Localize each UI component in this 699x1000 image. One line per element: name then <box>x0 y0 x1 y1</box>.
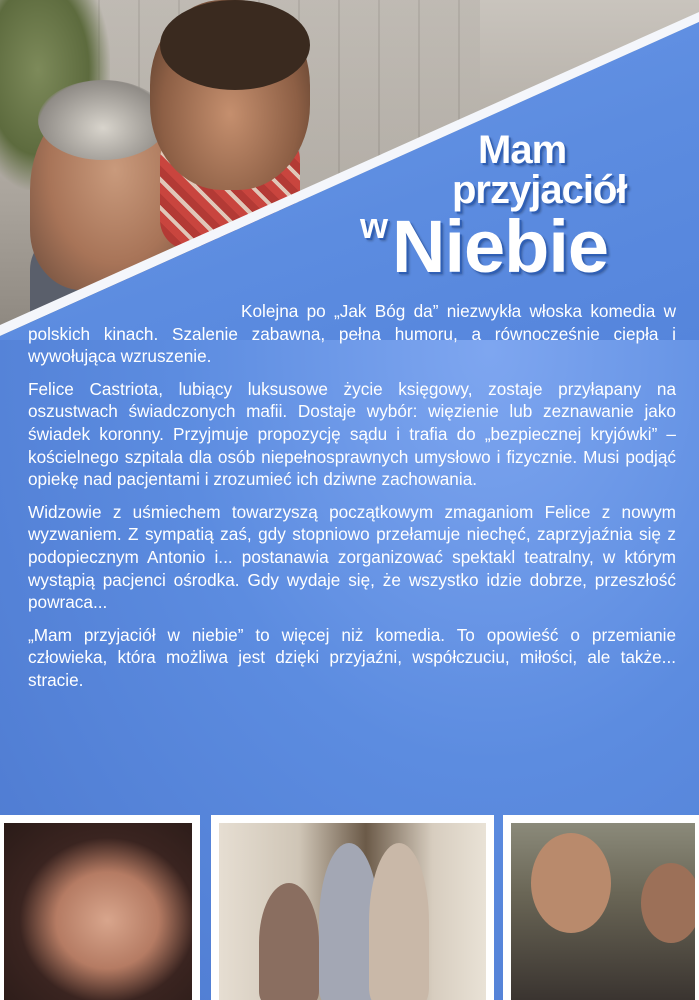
title-line-1: Mam <box>478 128 567 172</box>
title-line-2: przyjaciół <box>452 168 627 212</box>
synopsis-paragraph-1: Kolejna po „Jak Bóg da” niezwykła włoska komedia w polskich kinach. Szalenie zabawna, pełna humoru, a równocześnie ciepła i wywołująca wzruszenie. <box>28 301 676 367</box>
photo-grey-hair <box>38 80 168 160</box>
synopsis-paragraph-2: Felice Castriota, lubiący luksusowe życie księgowy, zostaje przyłapany na oszustwach świadczonych mafii. Dostaje wybór: więzienie lub zeznawanie jako świadek koronny. Przyjmuje propozycję sądu i trafia do „bezpiecznej kryjówki” – kościelnego szpitala dla osób niepełnosprawnych umysłowo i fizycznie. Musi podjąć opiekę nad pacjentami i zrozumieć ich dziwne zachowania. <box>28 378 676 490</box>
photo-dark-hair <box>160 0 310 90</box>
synopsis-paragraph-4: „Mam przyjaciół w niebie” to więcej niż komedia. To opowieść o przemianie człowieka, która możliwa jest dzięki przyjaźni, współczuciu, miłości, ale także... stracie. <box>28 624 676 690</box>
still-photo-men-image <box>511 823 695 1000</box>
still-face <box>531 833 611 933</box>
still-photo-group-image <box>219 823 486 1000</box>
still-photo-group <box>211 815 494 1000</box>
still-photo-woman <box>0 815 200 1000</box>
title-word-niebie: Niebie <box>392 205 609 288</box>
still-figure <box>259 883 319 1000</box>
synopsis-paragraph-3: Widzowie z uśmiechem towarzyszą początkowym zmaganiom Felice z nowym wyzwaniem. Z sympatią zaś, gdy stopniowo przełamuje niechęć, zaprzyjaźnia się z podopiecznym Antonio i... postanawia zorganizować spektakl teatralny, w którym wystąpią pacjenci ośrodka. Gdy wydaje się, że wszystko idzie dobrze, przeszłość powraca... <box>28 501 676 613</box>
title-word-w: w <box>360 205 388 246</box>
synopsis <box>28 300 676 702</box>
still-face <box>641 863 695 943</box>
still-photo-woman-image <box>4 823 192 1000</box>
still-figure <box>369 843 429 1000</box>
still-photo-men <box>503 815 699 1000</box>
